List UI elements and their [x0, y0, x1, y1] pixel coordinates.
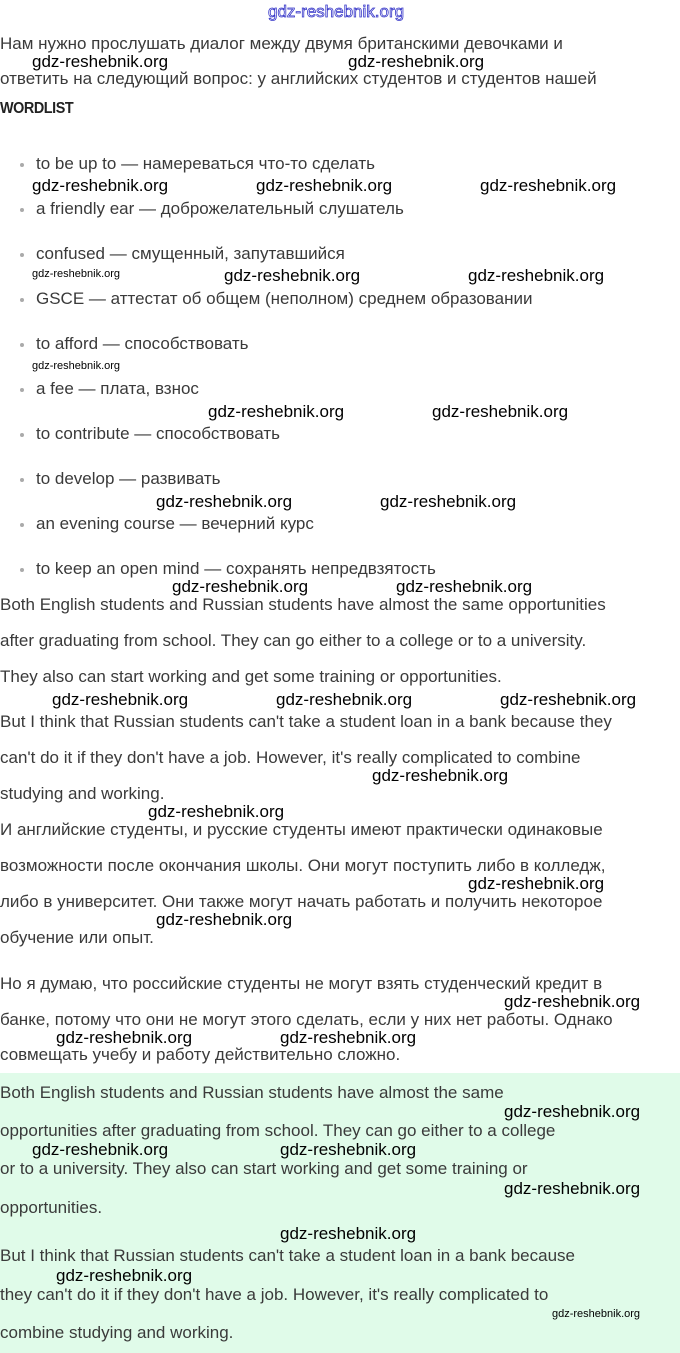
watermark: gdz-reshebnik.org: [504, 1102, 641, 1121]
watermark: gdz-reshebnik.org: [432, 402, 569, 421]
watermark: gdz-reshebnik.org: [276, 690, 413, 709]
answer-en-line: Both English students and Russian students have almost the same opportunities: [0, 595, 606, 614]
wordlist-item: [20, 469, 221, 489]
watermark: gdz-reshebnik.org: [500, 690, 637, 709]
bullet-icon: [20, 163, 24, 167]
wordlist-item: [20, 559, 436, 579]
bullet-icon: [20, 253, 24, 257]
watermark: gdz-reshebnik.org: [32, 360, 121, 372]
watermark: gdz-reshebnik.org: [148, 802, 285, 821]
wordlist-text: confused — смущенный, запутавшийся: [36, 244, 345, 263]
watermark: gdz-reshebnik.org: [172, 577, 309, 596]
answer-ru-line: банке, потому что они не могут этого сделать, если у них нет работы. Однако: [0, 1010, 613, 1029]
watermark: gdz-reshebnik.org: [56, 1028, 193, 1047]
highlight-line: they can't do it if they don't have a job. However, it's really complicated to: [0, 1285, 549, 1304]
answer-en-line: They also can start working and get some training or opportunities.: [0, 667, 502, 686]
wordlist-item: [20, 244, 345, 264]
watermark: gdz-reshebnik.org: [280, 1224, 417, 1243]
answer-en-line: after graduating from school. They can go either to a college or to a university.: [0, 631, 587, 650]
wordlist-item: [20, 199, 404, 219]
wordlist-text: an evening course — вечерний курс: [36, 514, 314, 533]
wordlist-item: [20, 514, 314, 534]
answer-en-line: But I think that Russian students can't take a student loan in a bank because they: [0, 712, 612, 731]
watermark: gdz-reshebnik.org: [208, 402, 345, 421]
watermark: gdz-reshebnik.org: [280, 1140, 417, 1159]
wordlist-heading: WORDLIST: [0, 100, 74, 117]
answer-ru-line: возможности после окончания школы. Они могут поступить либо в колледж,: [0, 856, 606, 875]
wordlist-text: to be up to — намереваться что-то сделать: [36, 154, 375, 173]
bullet-icon: [20, 298, 24, 302]
wordlist-item: [20, 379, 199, 399]
site-logo-watermark[interactable]: gdz-reshebnik.org: [268, 2, 405, 21]
answer-ru-line: либо в университет. Они также могут начать работать и получить некоторое: [0, 892, 603, 911]
watermark: gdz-reshebnik.org: [256, 176, 393, 195]
wordlist-text: GSCE — аттестат об общем (неполном) среднем образовании: [36, 289, 533, 308]
wordlist-text: to keep an open mind — сохранять непредвзятость: [36, 559, 436, 578]
watermark: gdz-reshebnik.org: [480, 176, 617, 195]
answer-ru-line: И английские студенты, и русские студенты имеют практически одинаковые: [0, 820, 603, 839]
wordlist-text: to afford — способствовать: [36, 334, 249, 353]
answer-ru-line: совмещать учебу и работу действительно сложно.: [0, 1045, 401, 1064]
watermark: gdz-reshebnik.org: [504, 992, 641, 1011]
bullet-icon: [20, 433, 24, 437]
highlight-line: or to a university. They also can start working and get some training or: [0, 1159, 528, 1178]
bullet-icon: [20, 523, 24, 527]
watermark: gdz-reshebnik.org: [32, 52, 169, 71]
wordlist-text: a fee — плата, взнос: [36, 379, 199, 398]
wordlist-text: to develop — развивать: [36, 469, 221, 488]
bullet-icon: [20, 343, 24, 347]
watermark: gdz-reshebnik.org: [280, 1028, 417, 1047]
watermark: gdz-reshebnik.org: [348, 52, 485, 71]
watermark: gdz-reshebnik.org: [504, 1179, 641, 1198]
highlight-line: Both English students and Russian students have almost the same: [0, 1083, 504, 1102]
watermark: gdz-reshebnik.org: [468, 874, 605, 893]
watermark: gdz-reshebnik.org: [32, 176, 169, 195]
watermark: gdz-reshebnik.org: [32, 268, 121, 280]
wordlist-text: to contribute — способствовать: [36, 424, 281, 443]
highlight-line: opportunities.: [0, 1198, 103, 1217]
watermark: gdz-reshebnik.org: [156, 492, 293, 511]
highlight-line: opportunities after graduating from school. They can go either to a college: [0, 1121, 556, 1140]
wordlist-item: [20, 289, 532, 309]
answer-ru-line: обучение или опыт.: [0, 928, 154, 947]
watermark: gdz-reshebnik.org: [224, 266, 361, 285]
watermark: gdz-reshebnik.org: [52, 690, 189, 709]
bullet-icon: [20, 478, 24, 482]
watermark: gdz-reshebnik.org: [552, 1308, 641, 1320]
answer-ru-line: Но я думаю, что российские студенты не могут взять студенческий кредит в: [0, 974, 603, 993]
bullet-icon: [20, 208, 24, 212]
highlight-line: But I think that Russian students can't take a student loan in a bank because: [0, 1246, 576, 1265]
wordlist-item: [20, 154, 375, 174]
intro-line: ответить на следующий вопрос: у английских студентов и студентов нашей: [0, 69, 597, 88]
wordlist-item: [20, 334, 249, 354]
watermark: gdz-reshebnik.org: [32, 1140, 169, 1159]
watermark: gdz-reshebnik.org: [156, 910, 293, 929]
watermark: gdz-reshebnik.org: [396, 577, 533, 596]
answer-en-line: studying and working.: [0, 784, 165, 803]
answer-en-line: can't do it if they don't have a job. However, it's really complicated to combine: [0, 748, 581, 767]
wordlist-item: [20, 424, 280, 444]
bullet-icon: [20, 388, 24, 392]
bullet-icon: [20, 568, 24, 572]
highlight-line: combine studying and working.: [0, 1323, 234, 1342]
watermark: gdz-reshebnik.org: [56, 1266, 193, 1285]
watermark: gdz-reshebnik.org: [372, 766, 509, 785]
intro-line: Нам нужно прослушать диалог между двумя британскими девочками и: [0, 34, 563, 53]
watermark: gdz-reshebnik.org: [380, 492, 517, 511]
wordlist-text: a friendly ear — доброжелательный слушатель: [36, 199, 404, 218]
watermark: gdz-reshebnik.org: [468, 266, 605, 285]
